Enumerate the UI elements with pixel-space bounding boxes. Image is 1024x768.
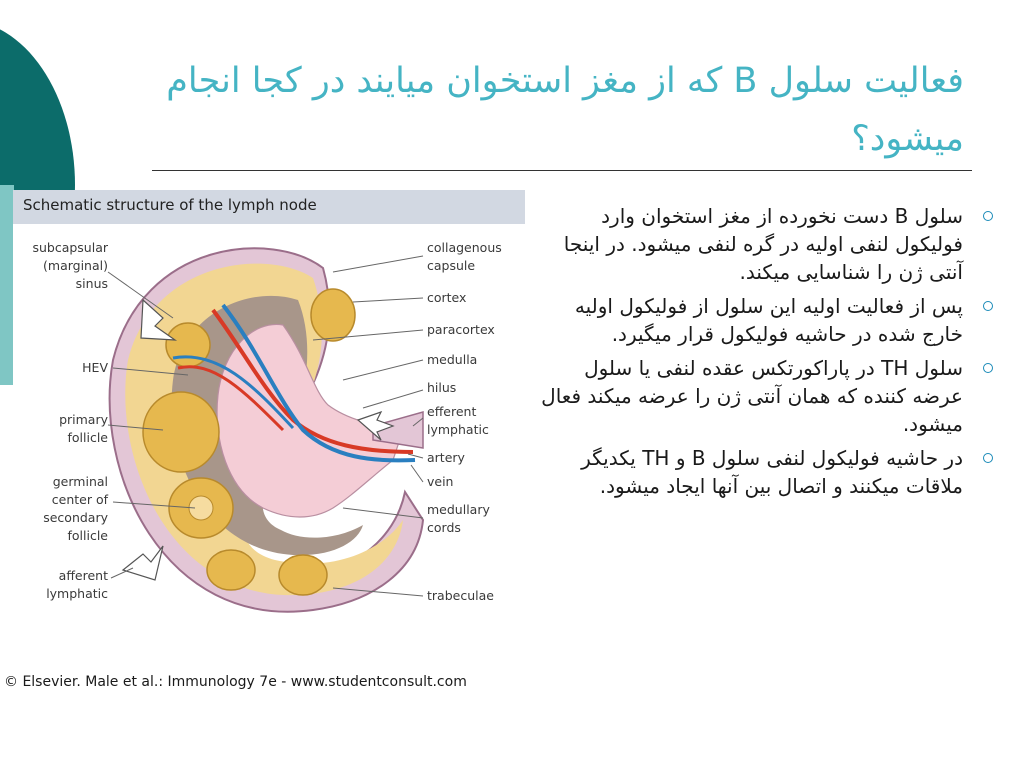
label-subcapsular: (marginal)	[43, 258, 108, 273]
label-germinal-center: secondary	[43, 510, 108, 525]
bullet-circle-icon	[983, 363, 993, 373]
label-subcapsular: sinus	[75, 276, 108, 291]
bullet-circle-icon	[983, 453, 993, 463]
bullet-item	[540, 202, 1010, 286]
bullet-circle-icon	[983, 211, 993, 221]
bullet-item	[540, 354, 1010, 438]
figure-credit: © Elsevier. Male et al.: Immunology 7e - www.studentconsult.com	[4, 674, 467, 690]
bullet-text: در حاشیه فولیکول لنفی سلول B و TH یکدیگر ملاقات میکنند و اتصال بین آنها ایجاد میشود.	[581, 446, 963, 498]
afferent-arrow-shape	[123, 546, 163, 580]
label-primary-follicle: primary	[59, 412, 108, 427]
label-afferent-lymphatic: lymphatic	[46, 586, 108, 601]
label-medullary-cords: medullary	[427, 502, 490, 517]
lymph-node-diagram	[13, 190, 525, 660]
bullet-circle-icon	[983, 301, 993, 311]
label-vein: vein	[427, 474, 454, 489]
label-efferent-lymphatic: efferent	[427, 404, 477, 419]
bullet-item	[540, 292, 1010, 348]
decorative-teal-strip	[0, 185, 14, 385]
label-primary-follicle: follicle	[67, 430, 108, 445]
label-collagenous-capsule: capsule	[427, 258, 476, 273]
title-divider	[152, 170, 972, 171]
label-paracortex: paracortex	[427, 322, 495, 337]
label-germinal-center: center of	[51, 492, 108, 507]
slide-title: فعالیت سلول B که از مغز استخوان میایند در کجا انجام میشود؟	[166, 61, 964, 159]
label-cortex: cortex	[427, 290, 467, 305]
label-medulla: medulla	[427, 352, 478, 367]
label-efferent-lymphatic: lymphatic	[427, 422, 489, 437]
label-trabeculae: trabeculae	[427, 588, 494, 603]
label-germinal-center: germinal	[52, 474, 108, 489]
bullet-text: پس از فعالیت اولیه این سلول از فولیکول اولیه خارج شده در حاشیه فولیکول قرار میگیرد.	[574, 294, 963, 346]
bullet-text: سلول B دست نخورده از مغز استخوان وارد فولیکول لنفی اولیه در گره لنفی میشود. در اینجا آنتی ژن را شناسایی میکند.	[563, 204, 963, 284]
label-afferent-lymphatic: afferent	[58, 568, 108, 583]
label-hev: HEV	[82, 360, 108, 375]
lymph-node-figure	[13, 190, 525, 660]
bullet-item	[540, 444, 1010, 500]
figure-title: Schematic structure of the lymph node	[23, 196, 317, 214]
follicle-shape	[143, 392, 219, 472]
bullet-text: سلول TH در پاراکورتکس عقده لنفی یا سلول عرضه کننده که همان آنتی ژن را عرضه میکند فعال میشود.	[541, 356, 963, 436]
label-subcapsular: subcapsular	[32, 240, 108, 255]
label-artery: artery	[427, 450, 465, 465]
follicle-shape	[207, 550, 255, 590]
label-germinal-center: follicle	[67, 528, 108, 543]
bullet-list	[540, 202, 1010, 506]
label-hilus: hilus	[427, 380, 457, 395]
follicle-shape	[311, 289, 355, 341]
label-collagenous-capsule: collagenous	[427, 240, 502, 255]
label-medullary-cords: cords	[427, 520, 461, 535]
follicle-shape	[279, 555, 327, 595]
